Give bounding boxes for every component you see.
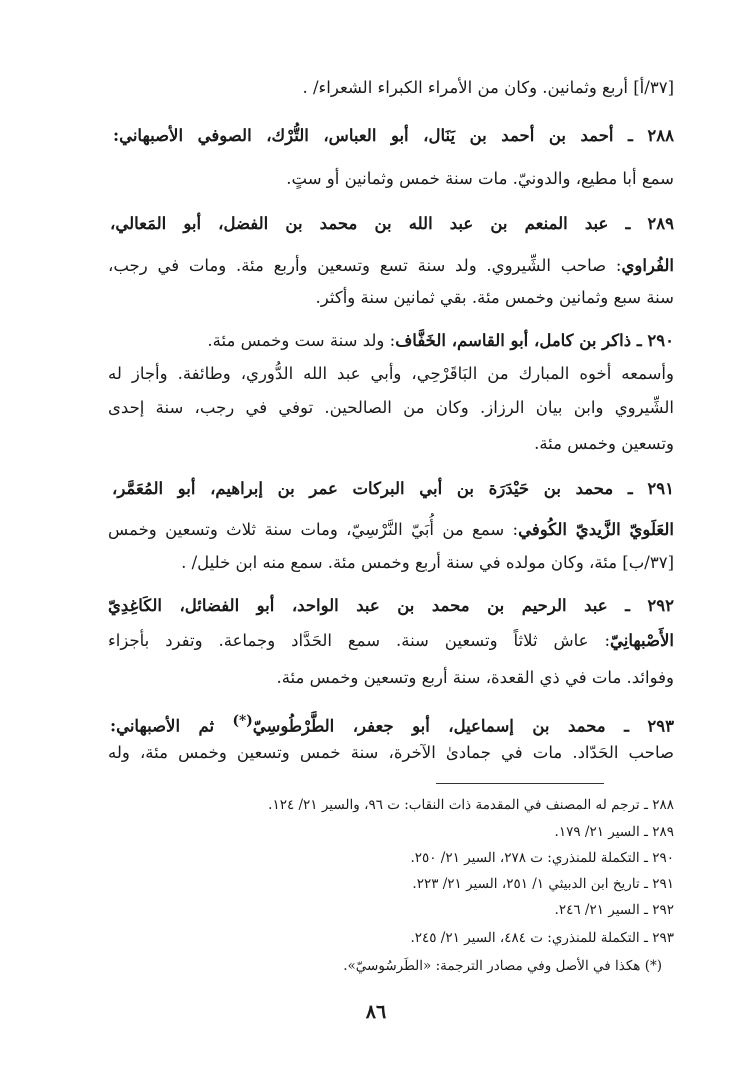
text-line xyxy=(110,213,674,235)
text-line xyxy=(108,742,674,764)
text-line xyxy=(315,287,674,309)
footnote-line: ٢٨٨ ـ ترجم له المصنف في المقدمة ذات النقاب: ت ٩٦، والسير ٢١/ ١٢٤. xyxy=(268,797,674,813)
entry-text: سمع أبا مطيع، والدونيّ. مات سنة خمس وثمانين أو ستٍ. xyxy=(286,169,674,188)
text-line xyxy=(112,478,674,500)
text-line xyxy=(108,519,674,541)
text-line xyxy=(108,363,674,385)
entry-text: الشِّيروي وابن بيان الرزاز. وكان من الصالحين. توفي في رجب، سنة إحدى xyxy=(108,398,674,417)
footnote-line: (*) هكذا في الأصل وفي مصادر الترجمة: «الطَرسُوسيّ». xyxy=(343,958,662,974)
entry-heading: (*) xyxy=(232,713,253,729)
entry-heading: العَلَويّ الزَّيديّ الكُوفي xyxy=(518,520,674,539)
text-line xyxy=(263,77,674,99)
entry-text: وفوائد. مات في ذي القعدة، سنة أربع وتسعين وخمس مئة. xyxy=(276,668,674,687)
entry-heading: الفُراوي xyxy=(621,256,674,275)
text-line xyxy=(207,330,674,352)
entry-heading: ثم الأصبهاني: xyxy=(110,716,233,736)
text-line xyxy=(510,433,674,455)
entry-heading: ٢٨٨ ـ أحمد بن أحمد بن يَنَال، أبو العباس، التُّرْك، الصوفي الأصبهاني: xyxy=(113,126,674,145)
entry-text: : صاحب الشِّيروي. ولد سنة تسع وتسعين وأربع مئة. ومات في رجب، xyxy=(108,256,622,275)
footnote-line: ٢٩٣ ـ التكملة للمنذري: ت ٤٨٤، السير ٢١/ ٢٤٥. xyxy=(410,930,674,946)
text-line xyxy=(108,595,674,617)
entry-heading: ٢٨٩ ـ عبد المنعم بن عبد الله بن محمد بن الفضل، أبو المَعالي، xyxy=(110,214,674,233)
text-line xyxy=(113,125,674,147)
entry-text: : عاش ثلاثاً وتسعين سنة. سمع الحَدَّاد وجماعة. وتفرد بأجزاء xyxy=(108,631,611,650)
text-line xyxy=(110,710,674,738)
text-line xyxy=(108,255,674,277)
footnote-line: ٢٩٠ ـ التكملة للمنذري: ت ٢٧٨، السير ٢١/ ٢٥٠. xyxy=(410,850,674,866)
entry-heading: الأَصْبهانِيّ xyxy=(610,631,674,650)
entry-heading: ٢٩٠ ـ ذاكر بن كامل، أبو القاسم، الخَفَّاف xyxy=(395,331,674,350)
text-line xyxy=(108,397,674,419)
footnote-line: ٢٩١ ـ تاريخ ابن الدبيثي ١/ ٢٥١، السير ٢١/ ٢٢٣. xyxy=(412,876,674,892)
text-line xyxy=(108,630,674,652)
footnote-separator xyxy=(436,783,604,784)
text-line xyxy=(178,552,674,574)
text-line xyxy=(286,168,674,190)
entry-text: [٣٧/أ] xyxy=(633,78,674,97)
page-number: ٨٦ xyxy=(365,1001,387,1023)
entry-text: سنة سبع وثمانين وخمس مئة. بقي ثمانين سنة وأكثر. xyxy=(315,288,674,307)
entry-text: وتسعين وخمس مئة. xyxy=(534,434,674,453)
entry-text: [٣٧/ب] xyxy=(622,553,674,572)
entry-text: أربع وثمانين. وكان من الأمراء الكبراء الشعراء/ . xyxy=(302,78,634,97)
entry-text: وأسمعه أخوه المبارك من البَاقَرْحِي، وأبي عبد الله الدُّوري، وطائفة. وأجاز له xyxy=(108,364,674,383)
entry-heading: ٢٩٢ ـ عبد الرحيم بن محمد بن عبد الواحد، أبو الفضائل، الكَاغِدِيّ xyxy=(108,596,674,615)
entry-text: مئة، وكان مولده في سنة أربع وخمس مئة. سمع منه ابن خليل/ . xyxy=(181,553,623,572)
text-line xyxy=(192,667,674,689)
entry-text: : سمع من أُبَيّ النَّرْسِيّ، ومات سنة ثلاث وتسعين وخمس xyxy=(108,520,519,539)
footnote-line: ٢٩٢ ـ السير ٢١/ ٢٤٦. xyxy=(554,902,674,918)
entry-text: صاحب الحَدّاد. مات في جمادىٰ الآخرة، سنة خمس وتسعين وخمس مئة، وله xyxy=(108,743,674,762)
entry-heading: ٢٩٣ ـ محمد بن إسماعيل، أبو جعفر، الطَّرْطُوسِيّ xyxy=(252,716,674,736)
entry-text: : ولد سنة ست وخمس مئة. xyxy=(207,331,396,350)
footnote-line: ٢٨٩ ـ السير ٢١/ ١٧٩. xyxy=(554,824,674,840)
entry-heading: ٢٩١ ـ محمد بن حَيْدَرَة بن أبي البركات عمر بن إبراهيم، أبو المُعَمَّر، xyxy=(112,479,674,498)
